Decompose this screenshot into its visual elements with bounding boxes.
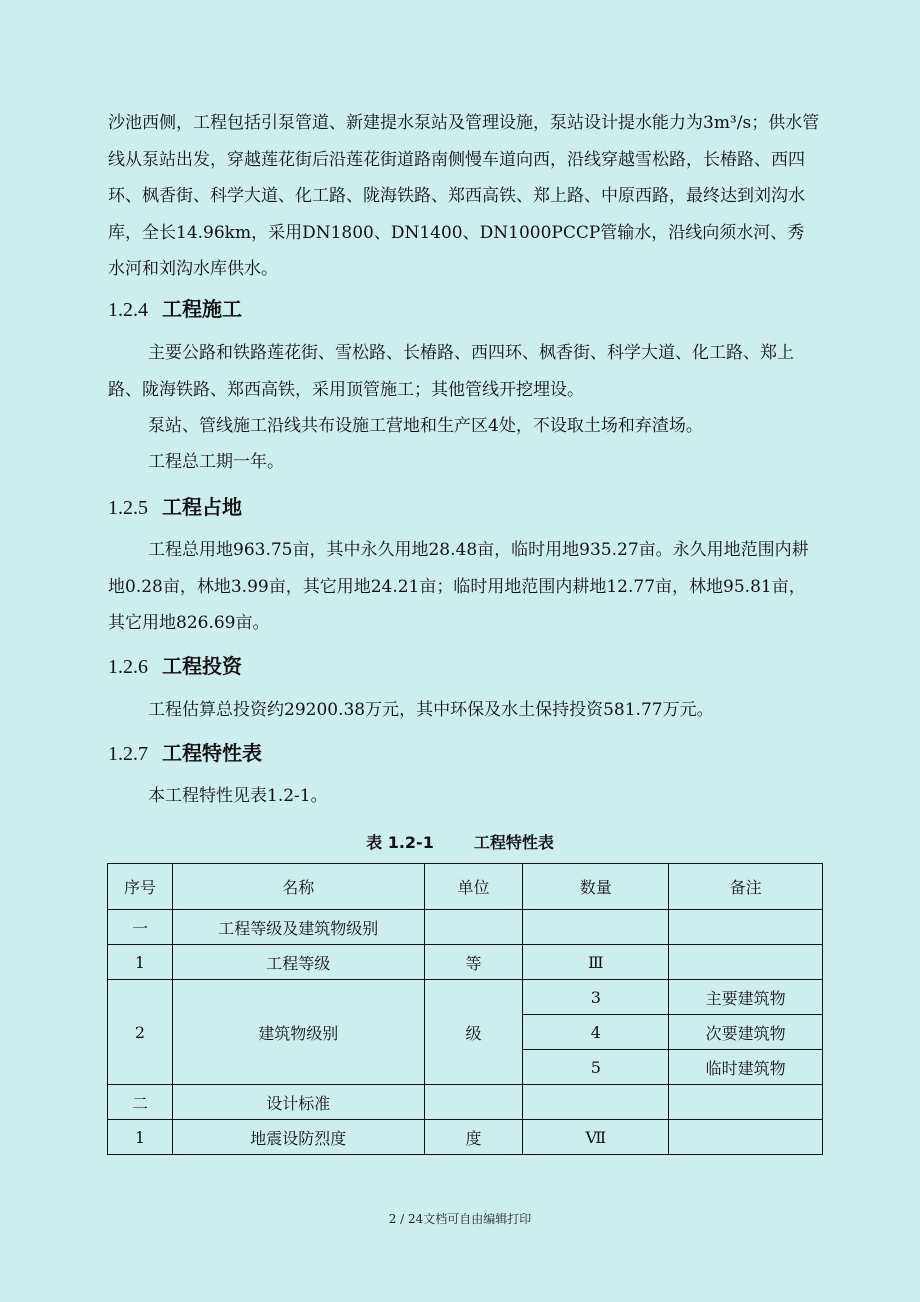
header-cell: 序号 <box>108 864 173 910</box>
heading-land-use <box>108 493 242 522</box>
header-cell: 数量 <box>523 864 669 910</box>
heading-title: 工程占地 <box>162 495 242 519</box>
table-cell: 2 <box>108 980 173 1085</box>
header-cell: 单位 <box>424 864 523 910</box>
paragraph-construction-method: 主要公路和铁路莲花街、雪松路、长椿路、西四环、枫香街、科学大道、化工路、郑上路、陇海铁路、郑西高铁，采用顶管施工；其他管线开挖埋设。 <box>108 343 794 400</box>
table-cell: 4 <box>523 1015 669 1050</box>
table-cell: 地震设防烈度 <box>172 1120 424 1155</box>
table-cell <box>523 1085 669 1120</box>
page-footer: 2 / 24文档可自由编辑打印 <box>388 1212 532 1226</box>
table-cell <box>523 910 669 945</box>
table-row <box>108 1120 823 1155</box>
table-row <box>108 1085 823 1120</box>
header-cell: 名称 <box>172 864 424 910</box>
heading-title: 工程特性表 <box>162 741 262 765</box>
table-row <box>108 945 823 980</box>
heading-number: 1.2.7 <box>108 743 148 765</box>
table-cell <box>424 1085 523 1120</box>
paragraph-table-reference: 本工程特性见表1.2-1。 <box>148 786 328 806</box>
table-cell <box>669 945 823 980</box>
table-cell: 度 <box>424 1120 523 1155</box>
table-cell: 3 <box>523 980 669 1015</box>
heading-characteristics-table <box>108 739 262 768</box>
table-cell: 1 <box>108 945 173 980</box>
heading-investment <box>108 652 242 681</box>
table-caption <box>0 830 920 853</box>
heading-number: 1.2.4 <box>108 299 148 321</box>
table-cell <box>669 910 823 945</box>
paragraph-land-use: 工程总用地963.75亩，其中永久用地28.48亩，临时用地935.27亩。永久用地范围内耕地0.28亩，林地3.99亩，其它用地24.21亩；临时用地范围内耕地12.77亩，林地95.81亩，其它用地826.69亩。 <box>108 540 809 633</box>
heading-title: 工程投资 <box>162 654 242 678</box>
table-cell: 主要建筑物 <box>669 980 823 1015</box>
table-caption-number: 表 1.2-1 <box>366 833 434 852</box>
table-cell: 一 <box>108 910 173 945</box>
table-cell <box>669 1120 823 1155</box>
paragraph-investment: 工程估算总投资约29200.38万元，其中环保及水土保持投资581.77万元。 <box>148 700 714 720</box>
table-cell: 等 <box>424 945 523 980</box>
table-cell <box>669 1085 823 1120</box>
heading-number: 1.2.5 <box>108 497 148 519</box>
table-cell: 级 <box>424 980 523 1085</box>
table-caption-title: 工程特性表 <box>473 833 554 852</box>
table-row <box>108 910 823 945</box>
table-header-row <box>108 864 823 910</box>
heading-number: 1.2.6 <box>108 656 148 678</box>
header-cell: 备注 <box>669 864 823 910</box>
table-cell: 建筑物级别 <box>172 980 424 1085</box>
heading-title: 工程施工 <box>162 297 242 321</box>
table-cell <box>424 910 523 945</box>
table-cell: 5 <box>523 1050 669 1085</box>
characteristics-table <box>107 863 823 1155</box>
table-cell: 1 <box>108 1120 173 1155</box>
table-cell: 设计标准 <box>172 1085 424 1120</box>
paragraph-construction-period: 工程总工期一年。 <box>148 452 284 472</box>
table-cell: Ⅶ <box>523 1120 669 1155</box>
table-cell: 工程等级 <box>172 945 424 980</box>
table-cell: 二 <box>108 1085 173 1120</box>
paragraph-construction-camps: 泵站、管线施工沿线共布设施工营地和生产区4处，不设取土场和弃渣场。 <box>148 416 703 436</box>
heading-construction <box>108 295 242 324</box>
table-cell: 次要建筑物 <box>669 1015 823 1050</box>
table-cell: 临时建筑物 <box>669 1050 823 1085</box>
table-row <box>108 980 823 1015</box>
table-cell: Ⅲ <box>523 945 669 980</box>
paragraph-project-scope: 沙池西侧，工程包括引泵管道、新建提水泵站及管理设施，泵站设计提水能力为3m³/s；供水管线从泵站出发，穿越莲花街后沿莲花街道路南侧慢车道向西，沿线穿越雪松路，长椿路、西四环、枫香街、科学大道、化工路、陇海铁路、郑西高铁、郑上路、中原西路，最终达到刘沟水库，全长14.96km，采用DN1800、DN1400、DN1000PCCP管输水，沿线向须水河、秀水河和刘沟水库供水。 <box>108 113 820 279</box>
table-cell: 工程等级及建筑物级别 <box>172 910 424 945</box>
